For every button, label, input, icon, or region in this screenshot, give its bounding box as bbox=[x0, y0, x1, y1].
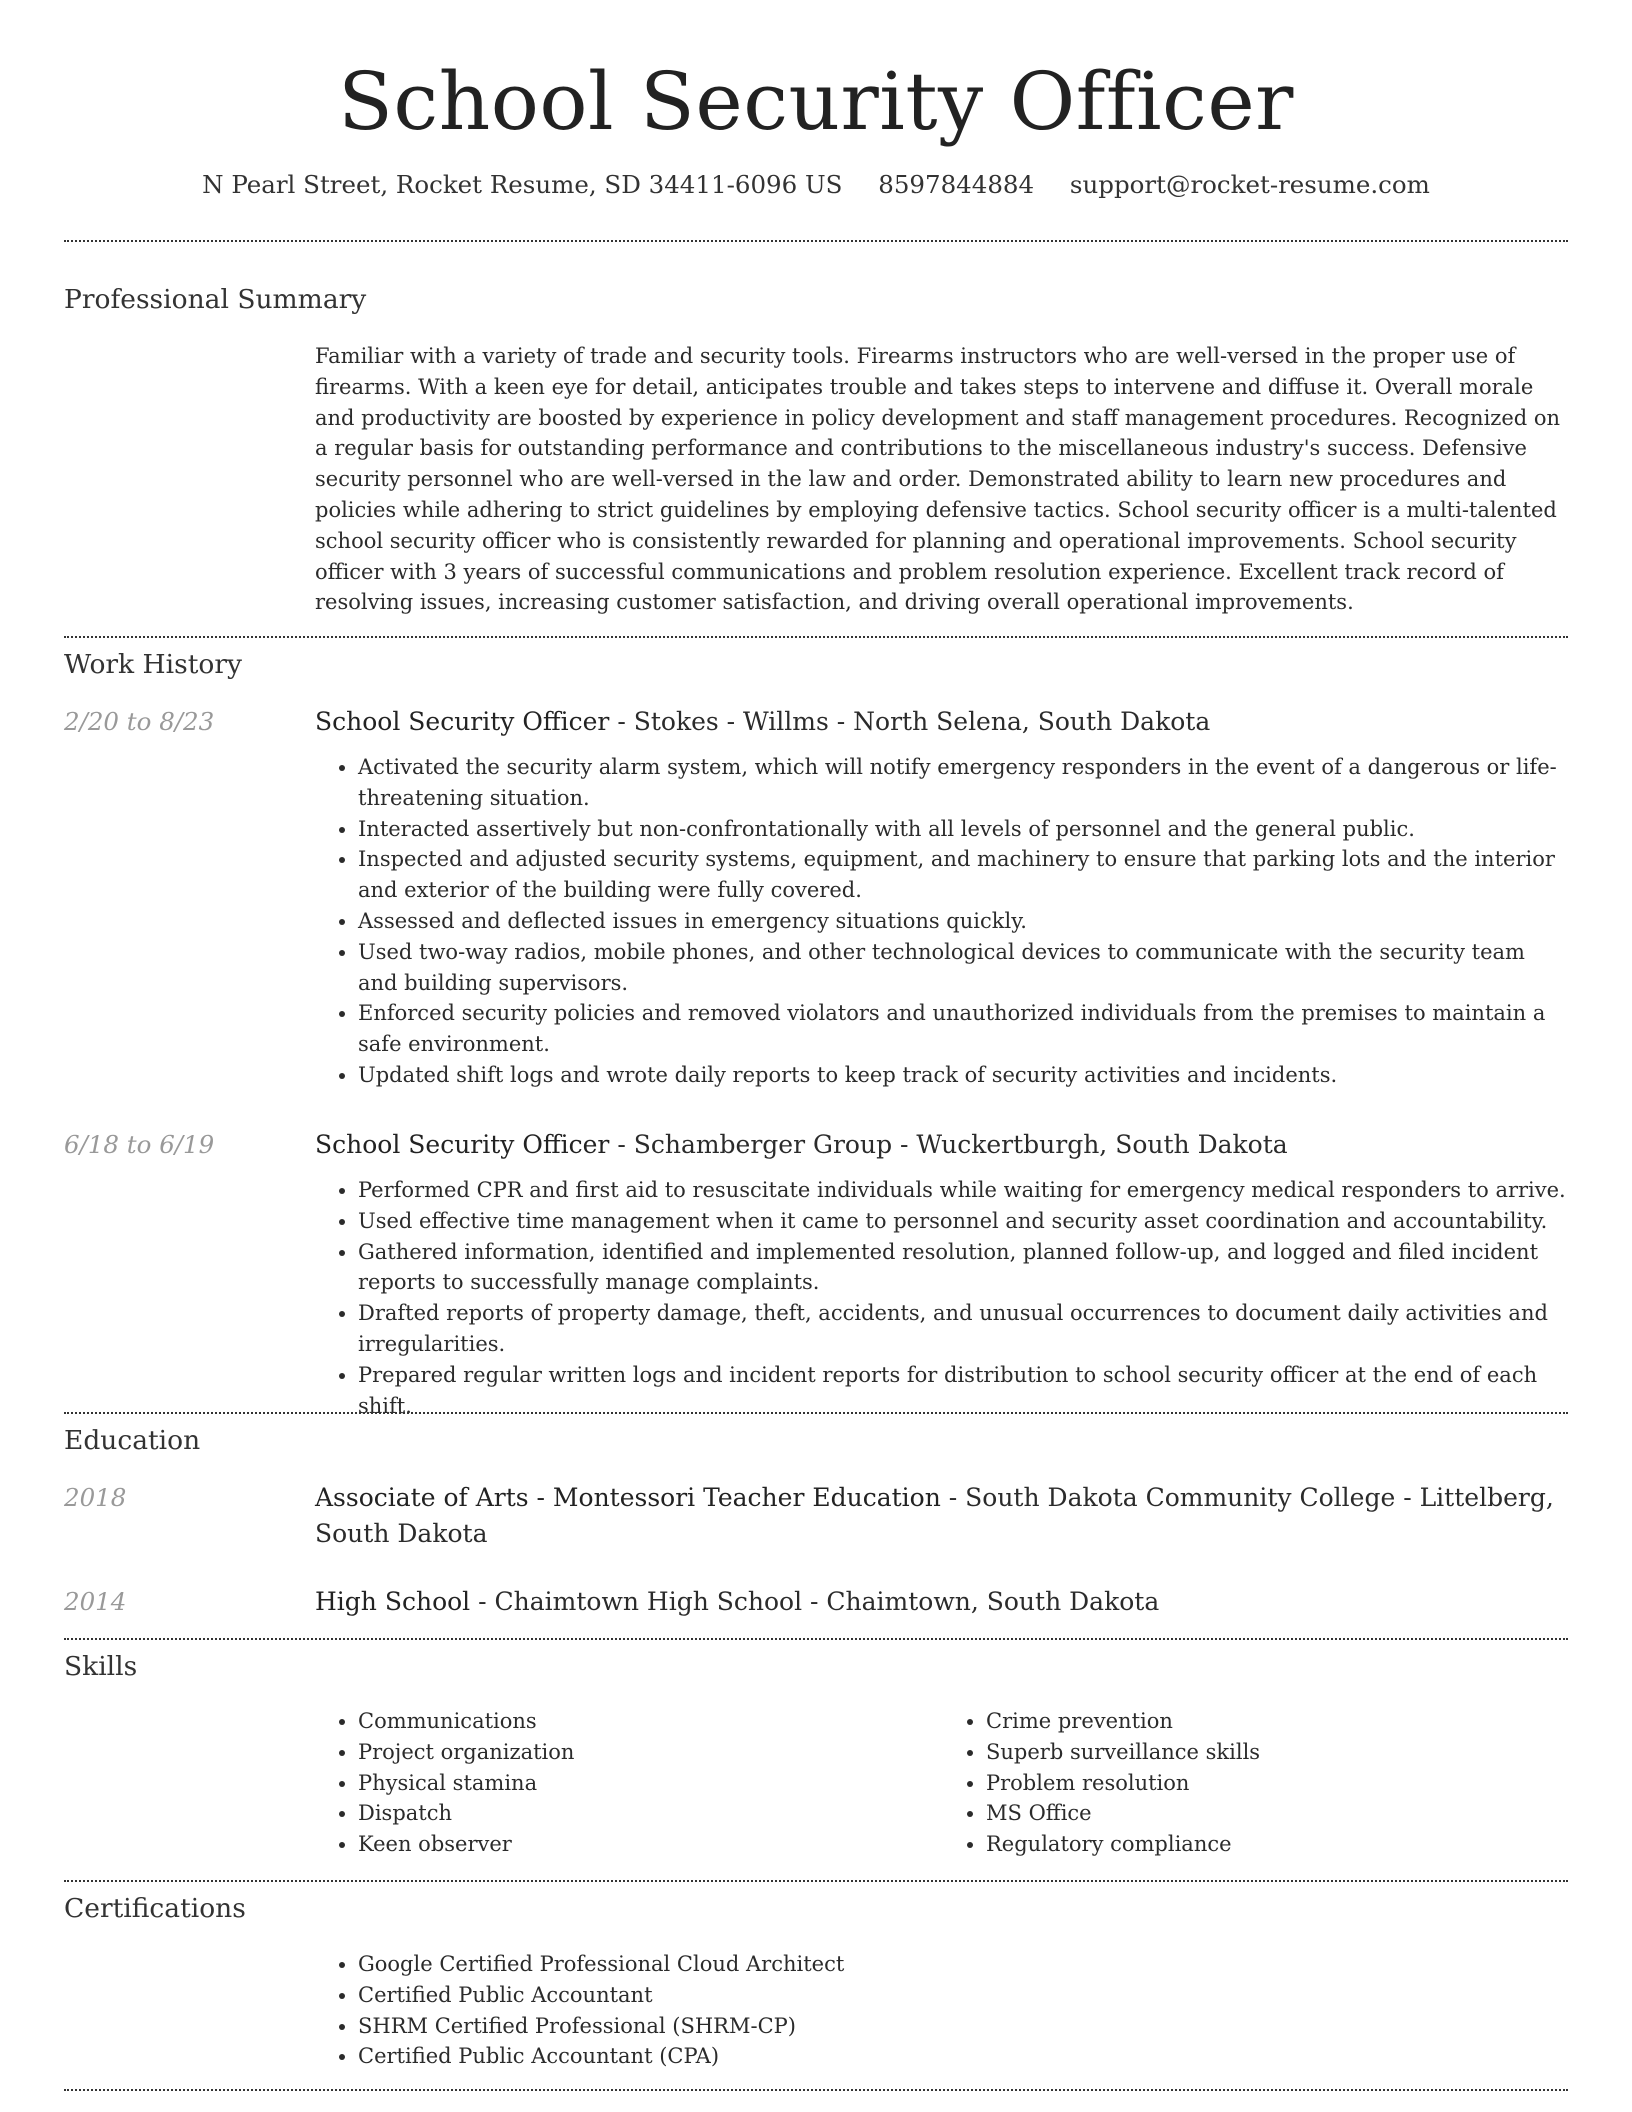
list-item: • Certified Public Accountant (CPA) bbox=[358, 2041, 1571, 2072]
certifications-block bbox=[315, 1949, 1571, 2072]
job-bullets bbox=[315, 752, 1571, 1091]
job-entry bbox=[315, 704, 1571, 1091]
list-item: • Problem resolution bbox=[986, 1768, 1571, 1799]
list-item: • Used effective time management when it came to personnel and security asset coordination and accountability. bbox=[358, 1206, 1571, 1237]
list-item: • MS Office bbox=[986, 1798, 1571, 1829]
contact-email: support@rocket-resume.com bbox=[1069, 170, 1430, 199]
list-item: • Project organization bbox=[358, 1737, 943, 1768]
education-entry bbox=[315, 1480, 1571, 1552]
job-heading bbox=[315, 1127, 1571, 1163]
section-heading-education: Education bbox=[64, 1425, 201, 1456]
job-employer-location: - Stokes - Willms - North Selena, South Dakota bbox=[609, 707, 1211, 736]
list-item: • Enforced security policies and removed violators and unauthorized individuals from the premises to maintain a safe environment. bbox=[358, 998, 1571, 1060]
list-item: • Prepared regular written logs and incident reports for distribution to school security officer at the end of each shift. bbox=[358, 1360, 1571, 1422]
list-item: • Regulatory compliance bbox=[986, 1829, 1571, 1860]
list-item: • Superb surveillance skills bbox=[986, 1737, 1571, 1768]
education-school: - Chaimtown High School - Chaimtown, South Dakota bbox=[470, 1587, 1160, 1616]
list-item: • Google Certified Professional Cloud Architect bbox=[358, 1949, 1571, 1980]
job-employer-location: - Schamberger Group - Wuckertburgh, South Dakota bbox=[609, 1130, 1288, 1159]
job-heading bbox=[315, 704, 1571, 740]
divider bbox=[64, 240, 1568, 242]
list-item: • Drafted reports of property damage, theft, accidents, and unusual occurrences to document daily activities and irregularities. bbox=[358, 1298, 1571, 1360]
list-item: • Updated shift logs and wrote daily reports to keep track of security activities and incidents. bbox=[358, 1060, 1571, 1091]
list-item: • Performed CPR and first aid to resuscitate individuals while waiting for emergency medical responders to arrive. bbox=[358, 1175, 1571, 1206]
section-heading-skills: Skills bbox=[64, 1651, 138, 1682]
education-school: - South Dakota Community College - Littelberg, South Dakota bbox=[315, 1483, 1554, 1548]
list-item: • Gathered information, identified and implemented resolution, planned follow-up, and logged and filed incident reports to successfully manage complaints. bbox=[358, 1237, 1571, 1299]
certifications-list bbox=[315, 1949, 1571, 2072]
education-year: 2018 bbox=[64, 1483, 127, 1512]
section-heading-summary: Professional Summary bbox=[64, 284, 367, 315]
resume-name: School Security Officer bbox=[338, 55, 1294, 148]
list-item: • Certified Public Accountant bbox=[358, 1980, 1571, 2011]
education-degree: High School bbox=[315, 1587, 471, 1616]
section-heading-certifications: Certifications bbox=[64, 1893, 246, 1924]
job-dates: 6/18 to 6/19 bbox=[64, 1130, 215, 1159]
list-item: • Keen observer bbox=[358, 1829, 943, 1860]
skills-list-left bbox=[315, 1706, 943, 1860]
summary-text: Familiar with a variety of trade and security tools. Firearms instructors who are well-versed in the proper use of firearms. With a keen eye for detail, anticipates trouble and takes steps to intervene and diffuse it. Overall morale and productivity are boosted by experience in policy development and staff management procedures. Recognized on a regular basis for outstanding performance and contributions to the miscellaneous industry's success. Defensive security personnel who are well-versed in the law and order. Demonstrated ability to learn new procedures and policies while adhering to strict guidelines by employing defensive tactics. School security officer is a multi-talented school security officer who is consistently rewarded for planning and operational improvements. School security officer with 3 years of successful communications and problem resolution experience. Excellent track record of resolving issues, increasing customer satisfaction, and driving overall operational improvements. bbox=[315, 344, 1561, 615]
list-item: • Inspected and adjusted security systems, equipment, and machinery to ensure that parking lots and the interior and exterior of the building were fully covered. bbox=[358, 844, 1571, 906]
divider bbox=[64, 1880, 1568, 1882]
divider bbox=[64, 1412, 1568, 1414]
skills-grid bbox=[315, 1706, 1571, 1860]
job-entry bbox=[315, 1127, 1571, 1421]
list-item: • Activated the security alarm system, which will notify emergency responders in the event of a dangerous or life-threatening situation. bbox=[358, 752, 1571, 814]
contact-address: N Pearl Street, Rocket Resume, SD 34411-6096 US bbox=[202, 170, 843, 199]
list-item: • Crime prevention bbox=[986, 1706, 1571, 1737]
job-dates: 2/20 to 8/23 bbox=[64, 707, 215, 736]
list-item: • Physical stamina bbox=[358, 1768, 943, 1799]
list-item: • Assessed and deflected issues in emergency situations quickly. bbox=[358, 906, 1571, 937]
list-item: • Communications bbox=[358, 1706, 943, 1737]
section-heading-work: Work History bbox=[64, 649, 242, 680]
list-item: • Interacted assertively but non-confrontationally with all levels of personnel and the general public. bbox=[358, 814, 1571, 845]
education-entry bbox=[315, 1584, 1571, 1620]
education-degree: Associate of Arts - Montessori Teacher Education bbox=[315, 1483, 941, 1512]
job-bullets bbox=[315, 1175, 1571, 1421]
job-title: School Security Officer bbox=[315, 1130, 610, 1159]
divider bbox=[64, 636, 1568, 638]
divider bbox=[64, 2089, 1568, 2091]
list-item: • Dispatch bbox=[358, 1798, 943, 1829]
list-item: • SHRM Certified Professional (SHRM-CP) bbox=[358, 2011, 1571, 2042]
list-item: • Used two-way radios, mobile phones, and other technological devices to communicate with the security team and building supervisors. bbox=[358, 937, 1571, 999]
skills-list-right bbox=[943, 1706, 1571, 1860]
contact-line bbox=[0, 168, 1632, 202]
contact-phone: 8597844884 bbox=[878, 170, 1035, 199]
divider bbox=[64, 1638, 1568, 1640]
job-title: School Security Officer bbox=[315, 707, 610, 736]
education-year: 2014 bbox=[64, 1587, 127, 1616]
